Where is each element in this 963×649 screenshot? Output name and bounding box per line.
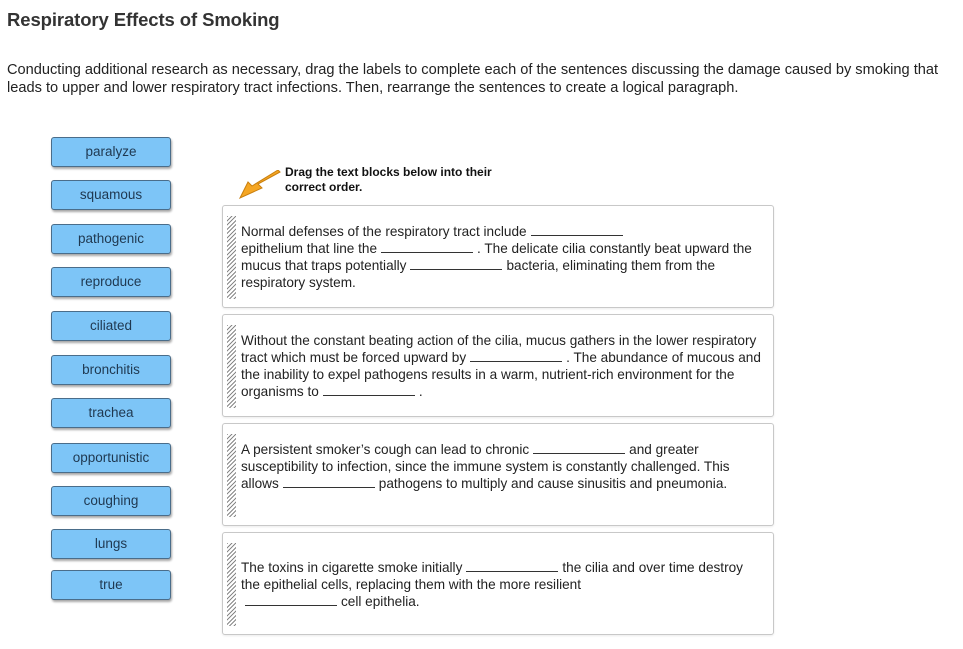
sentence-text	[241, 559, 763, 610]
drag-handle-icon[interactable]	[227, 325, 236, 408]
drop-blank[interactable]	[410, 259, 502, 270]
sentence-fragment: .	[418, 384, 423, 399]
sentence-fragment: . The delicate cilia constantly beat upward the mucus that traps potentially	[241, 241, 752, 273]
sentence-block-2[interactable]	[222, 314, 774, 417]
sentence-fragment: The toxins in cigarette smoke initially	[241, 560, 463, 575]
label-trachea[interactable]: trachea	[51, 398, 171, 428]
sentence-fragment: cell epithelia.	[341, 594, 420, 609]
drag-handle-icon[interactable]	[227, 434, 236, 517]
sentence-fragment: Without the constant beating action of the cilia, mucus gathers in the lower respiratory tract which must be forced upward by	[241, 333, 757, 365]
drop-blank[interactable]	[466, 561, 558, 572]
sentence-block-3[interactable]	[222, 423, 774, 526]
sentence-block-1[interactable]	[222, 205, 774, 308]
label-lungs[interactable]: lungs	[51, 529, 171, 559]
sentence-text	[241, 441, 763, 492]
sentence-fragment: . The abundance of mucous and the inability to expel pathogens results in a warm, nutrient-rich environment for the organisms to	[241, 350, 761, 399]
label-reproduce[interactable]: reproduce	[51, 267, 171, 297]
instructions-text: Conducting additional research as necessary, drag the labels to complete each of the sentences discussing the damage caused by smoking that leads to upper and lower respiratory tract infections. Then, rearrange the sentences to create a logical paragraph.	[7, 62, 939, 96]
arrow-icon	[238, 170, 282, 202]
drag-hint: Drag the text blocks below into their correct order.	[285, 165, 492, 194]
sentence-fragment: the cilia and over time destroy the epithelial cells, replacing them with the more resilient	[241, 560, 743, 592]
drop-blank[interactable]	[283, 477, 375, 488]
label-paralyze[interactable]: paralyze	[51, 137, 171, 167]
label-bronchitis[interactable]: bronchitis	[51, 355, 171, 385]
sentence-fragment: Normal defenses of the respiratory tract include	[241, 224, 527, 239]
drop-blank[interactable]	[533, 443, 625, 454]
sentence-text	[241, 332, 763, 400]
drop-blank[interactable]	[245, 595, 337, 606]
drop-blank[interactable]	[531, 225, 623, 236]
drop-blank[interactable]	[323, 385, 415, 396]
label-opportunistic[interactable]: opportunistic	[51, 443, 171, 473]
sentence-fragment: pathogens to multiply and cause sinusitis and pneumonia.	[378, 476, 728, 491]
page-title: Respiratory Effects of Smoking	[7, 9, 280, 30]
drop-blank[interactable]	[381, 242, 473, 253]
label-ciliated[interactable]: ciliated	[51, 311, 171, 341]
sentence-fragment: A persistent smoker’s cough can lead to chronic	[241, 442, 530, 457]
drop-blank[interactable]	[470, 351, 562, 362]
sentence-fragment: bacteria, eliminating them from the respiratory system.	[241, 258, 716, 290]
sentence-block-4[interactable]	[222, 532, 774, 635]
drag-handle-icon[interactable]	[227, 543, 236, 626]
label-coughing[interactable]: coughing	[51, 486, 171, 516]
sentence-text	[241, 223, 763, 291]
label-squamous[interactable]: squamous	[51, 180, 171, 210]
label-pathogenic[interactable]: pathogenic	[51, 224, 171, 254]
sentence-fragment: and greater susceptibility to infection, since the immune system is constantly challenged. This allows	[241, 442, 730, 491]
sentence-fragment: epithelium that line the	[241, 241, 378, 256]
label-true[interactable]: true	[51, 570, 171, 600]
drag-handle-icon[interactable]	[227, 216, 236, 299]
